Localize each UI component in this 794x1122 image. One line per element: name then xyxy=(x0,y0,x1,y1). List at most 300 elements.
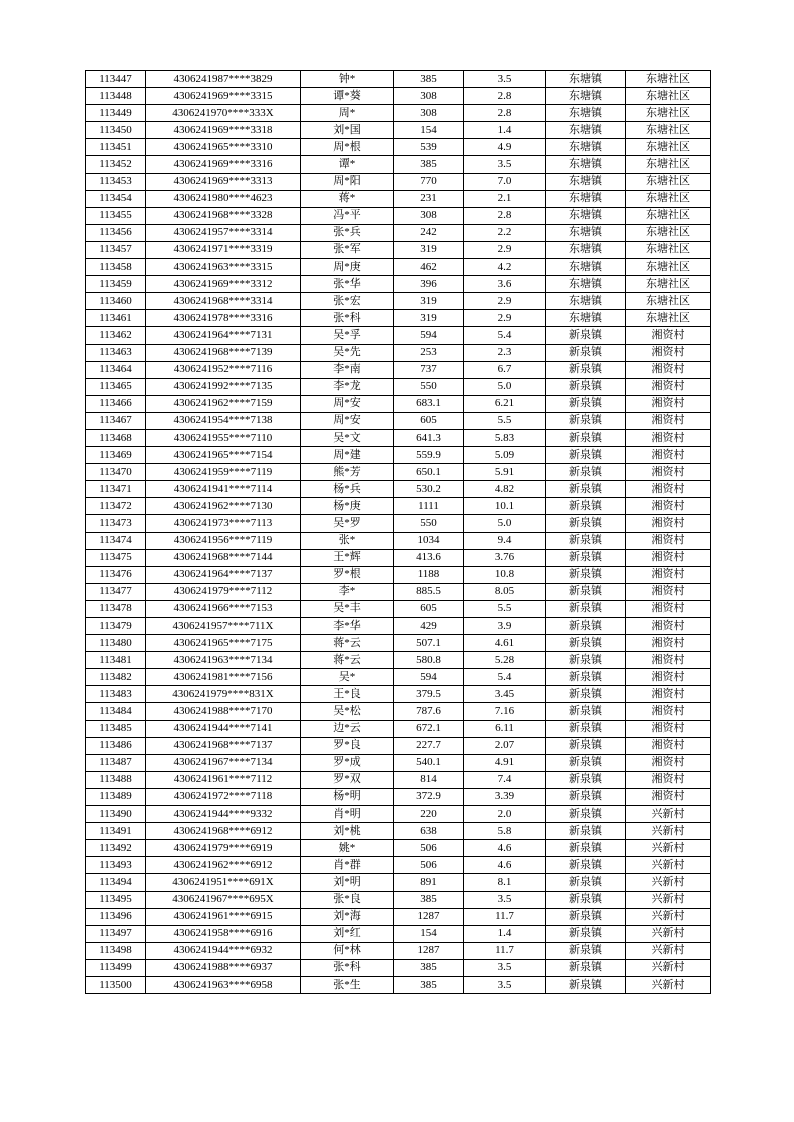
town-cell: 新泉镇 xyxy=(546,652,626,669)
masked-name-cell: 蒋*云 xyxy=(301,635,394,652)
masked-id-number-cell: 4306241951****691X xyxy=(146,874,301,891)
village-or-community-cell: 兴新村 xyxy=(626,908,711,925)
amount-cell: 413.6 xyxy=(394,549,464,566)
rate-cell: 5.8 xyxy=(464,823,546,840)
town-cell: 新泉镇 xyxy=(546,959,626,976)
table-row xyxy=(86,669,711,686)
masked-id-number-cell: 4306241957****711X xyxy=(146,618,301,635)
village-or-community-cell: 湘资村 xyxy=(626,669,711,686)
masked-id-number-cell: 4306241981****7156 xyxy=(146,669,301,686)
serial-number-cell: 113461 xyxy=(86,310,146,327)
village-or-community-cell: 湘资村 xyxy=(626,720,711,737)
serial-number-cell: 113498 xyxy=(86,942,146,959)
table-row xyxy=(86,173,711,190)
masked-id-number-cell: 4306241965****3310 xyxy=(146,139,301,156)
amount-cell: 650.1 xyxy=(394,464,464,481)
table-row xyxy=(86,857,711,874)
table-row xyxy=(86,635,711,652)
masked-id-number-cell: 4306241987****3829 xyxy=(146,71,301,88)
rate-cell: 3.76 xyxy=(464,549,546,566)
village-or-community-cell: 东塘社区 xyxy=(626,88,711,105)
rate-cell: 11.7 xyxy=(464,908,546,925)
town-cell: 东塘镇 xyxy=(546,276,626,293)
table-row xyxy=(86,976,711,993)
masked-name-cell: 吴*文 xyxy=(301,429,394,446)
masked-id-number-cell: 4306241944****6932 xyxy=(146,942,301,959)
amount-cell: 737 xyxy=(394,361,464,378)
table-row xyxy=(86,88,711,105)
masked-name-cell: 吴*先 xyxy=(301,344,394,361)
masked-id-number-cell: 4306241952****7116 xyxy=(146,361,301,378)
town-cell: 新泉镇 xyxy=(546,925,626,942)
amount-cell: 253 xyxy=(394,344,464,361)
amount-cell: 319 xyxy=(394,241,464,258)
town-cell: 东塘镇 xyxy=(546,173,626,190)
rate-cell: 4.82 xyxy=(464,481,546,498)
amount-cell: 429 xyxy=(394,618,464,635)
rate-cell: 4.9 xyxy=(464,139,546,156)
masked-id-number-cell: 4306241954****7138 xyxy=(146,412,301,429)
masked-name-cell: 刘*红 xyxy=(301,925,394,942)
masked-id-number-cell: 4306241965****7154 xyxy=(146,447,301,464)
town-cell: 新泉镇 xyxy=(546,703,626,720)
amount-cell: 220 xyxy=(394,806,464,823)
masked-name-cell: 周* xyxy=(301,105,394,122)
masked-name-cell: 吴*孚 xyxy=(301,327,394,344)
table-row xyxy=(86,429,711,446)
village-or-community-cell: 湘资村 xyxy=(626,412,711,429)
serial-number-cell: 113468 xyxy=(86,429,146,446)
village-or-community-cell: 湘资村 xyxy=(626,378,711,395)
amount-cell: 550 xyxy=(394,378,464,395)
rate-cell: 5.91 xyxy=(464,464,546,481)
masked-name-cell: 张*华 xyxy=(301,276,394,293)
town-cell: 新泉镇 xyxy=(546,429,626,446)
town-cell: 新泉镇 xyxy=(546,464,626,481)
serial-number-cell: 113463 xyxy=(86,344,146,361)
masked-id-number-cell: 4306241967****695X xyxy=(146,891,301,908)
rate-cell: 4.6 xyxy=(464,840,546,857)
rate-cell: 2.2 xyxy=(464,224,546,241)
town-cell: 新泉镇 xyxy=(546,566,626,583)
town-cell: 东塘镇 xyxy=(546,241,626,258)
table-row xyxy=(86,959,711,976)
amount-cell: 308 xyxy=(394,105,464,122)
masked-name-cell: 李*华 xyxy=(301,618,394,635)
masked-id-number-cell: 4306241973****7113 xyxy=(146,515,301,532)
masked-name-cell: 罗*双 xyxy=(301,771,394,788)
table-row xyxy=(86,686,711,703)
masked-name-cell: 熊*芳 xyxy=(301,464,394,481)
masked-id-number-cell: 4306241979****7112 xyxy=(146,583,301,600)
town-cell: 新泉镇 xyxy=(546,549,626,566)
village-or-community-cell: 东塘社区 xyxy=(626,71,711,88)
masked-id-number-cell: 4306241959****7119 xyxy=(146,464,301,481)
rate-cell: 3.39 xyxy=(464,788,546,805)
masked-id-number-cell: 4306241972****7118 xyxy=(146,788,301,805)
masked-id-number-cell: 4306241992****7135 xyxy=(146,378,301,395)
rate-cell: 3.6 xyxy=(464,276,546,293)
table-row xyxy=(86,908,711,925)
serial-number-cell: 113449 xyxy=(86,105,146,122)
serial-number-cell: 113454 xyxy=(86,190,146,207)
table-row xyxy=(86,156,711,173)
table-row xyxy=(86,276,711,293)
town-cell: 新泉镇 xyxy=(546,327,626,344)
serial-number-cell: 113483 xyxy=(86,686,146,703)
masked-name-cell: 李*南 xyxy=(301,361,394,378)
town-cell: 新泉镇 xyxy=(546,686,626,703)
town-cell: 新泉镇 xyxy=(546,515,626,532)
amount-cell: 1287 xyxy=(394,908,464,925)
village-or-community-cell: 湘资村 xyxy=(626,344,711,361)
amount-cell: 154 xyxy=(394,122,464,139)
amount-cell: 319 xyxy=(394,293,464,310)
amount-cell: 319 xyxy=(394,310,464,327)
rate-cell: 3.5 xyxy=(464,156,546,173)
town-cell: 东塘镇 xyxy=(546,88,626,105)
masked-id-number-cell: 4306241963****6958 xyxy=(146,976,301,993)
masked-name-cell: 蒋* xyxy=(301,190,394,207)
serial-number-cell: 113490 xyxy=(86,806,146,823)
masked-name-cell: 肖*明 xyxy=(301,806,394,823)
town-cell: 新泉镇 xyxy=(546,823,626,840)
serial-number-cell: 113459 xyxy=(86,276,146,293)
serial-number-cell: 113496 xyxy=(86,908,146,925)
rate-cell: 3.45 xyxy=(464,686,546,703)
town-cell: 新泉镇 xyxy=(546,532,626,549)
rate-cell: 1.4 xyxy=(464,925,546,942)
serial-number-cell: 113488 xyxy=(86,771,146,788)
table-row xyxy=(86,241,711,258)
town-cell: 新泉镇 xyxy=(546,737,626,754)
village-or-community-cell: 兴新村 xyxy=(626,959,711,976)
town-cell: 新泉镇 xyxy=(546,788,626,805)
town-cell: 新泉镇 xyxy=(546,840,626,857)
town-cell: 新泉镇 xyxy=(546,806,626,823)
village-or-community-cell: 湘资村 xyxy=(626,447,711,464)
masked-name-cell: 张*宏 xyxy=(301,293,394,310)
village-or-community-cell: 兴新村 xyxy=(626,976,711,993)
village-or-community-cell: 东塘社区 xyxy=(626,190,711,207)
rate-cell: 9.4 xyxy=(464,532,546,549)
rate-cell: 3.9 xyxy=(464,618,546,635)
serial-number-cell: 113485 xyxy=(86,720,146,737)
table-row xyxy=(86,754,711,771)
amount-cell: 539 xyxy=(394,139,464,156)
masked-name-cell: 李* xyxy=(301,583,394,600)
amount-cell: 231 xyxy=(394,190,464,207)
masked-id-number-cell: 4306241965****7175 xyxy=(146,635,301,652)
serial-number-cell: 113466 xyxy=(86,395,146,412)
village-or-community-cell: 东塘社区 xyxy=(626,276,711,293)
rate-cell: 2.9 xyxy=(464,241,546,258)
amount-cell: 891 xyxy=(394,874,464,891)
table-row xyxy=(86,720,711,737)
serial-number-cell: 113474 xyxy=(86,532,146,549)
town-cell: 新泉镇 xyxy=(546,908,626,925)
masked-name-cell: 周*阳 xyxy=(301,173,394,190)
table-row xyxy=(86,224,711,241)
amount-cell: 227.7 xyxy=(394,737,464,754)
masked-name-cell: 王*辉 xyxy=(301,549,394,566)
rate-cell: 3.5 xyxy=(464,891,546,908)
table-row xyxy=(86,327,711,344)
masked-name-cell: 姚* xyxy=(301,840,394,857)
town-cell: 新泉镇 xyxy=(546,669,626,686)
serial-number-cell: 113462 xyxy=(86,327,146,344)
village-or-community-cell: 东塘社区 xyxy=(626,156,711,173)
rate-cell: 4.6 xyxy=(464,857,546,874)
masked-name-cell: 边*云 xyxy=(301,720,394,737)
rate-cell: 5.5 xyxy=(464,412,546,429)
table-row xyxy=(86,447,711,464)
amount-cell: 540.1 xyxy=(394,754,464,771)
masked-id-number-cell: 4306241961****6915 xyxy=(146,908,301,925)
masked-id-number-cell: 4306241969****3315 xyxy=(146,88,301,105)
masked-id-number-cell: 4306241957****3314 xyxy=(146,224,301,241)
amount-cell: 1111 xyxy=(394,498,464,515)
masked-name-cell: 罗*成 xyxy=(301,754,394,771)
masked-id-number-cell: 4306241956****7119 xyxy=(146,532,301,549)
table-row xyxy=(86,549,711,566)
town-cell: 新泉镇 xyxy=(546,891,626,908)
amount-cell: 385 xyxy=(394,976,464,993)
amount-cell: 385 xyxy=(394,156,464,173)
serial-number-cell: 113470 xyxy=(86,464,146,481)
town-cell: 新泉镇 xyxy=(546,635,626,652)
serial-number-cell: 113499 xyxy=(86,959,146,976)
serial-number-cell: 113450 xyxy=(86,122,146,139)
amount-cell: 580.8 xyxy=(394,652,464,669)
masked-id-number-cell: 4306241944****7141 xyxy=(146,720,301,737)
amount-cell: 372.9 xyxy=(394,788,464,805)
table-row xyxy=(86,464,711,481)
masked-name-cell: 周*安 xyxy=(301,395,394,412)
table-row xyxy=(86,806,711,823)
table-row xyxy=(86,737,711,754)
masked-name-cell: 罗*根 xyxy=(301,566,394,583)
rate-cell: 7.16 xyxy=(464,703,546,720)
serial-number-cell: 113476 xyxy=(86,566,146,583)
town-cell: 新泉镇 xyxy=(546,874,626,891)
rate-cell: 8.05 xyxy=(464,583,546,600)
serial-number-cell: 113484 xyxy=(86,703,146,720)
town-cell: 东塘镇 xyxy=(546,122,626,139)
masked-name-cell: 张*兵 xyxy=(301,224,394,241)
rate-cell: 5.4 xyxy=(464,669,546,686)
rate-cell: 4.2 xyxy=(464,259,546,276)
masked-name-cell: 杨*明 xyxy=(301,788,394,805)
village-or-community-cell: 东塘社区 xyxy=(626,224,711,241)
village-or-community-cell: 东塘社区 xyxy=(626,105,711,122)
town-cell: 东塘镇 xyxy=(546,190,626,207)
town-cell: 东塘镇 xyxy=(546,207,626,224)
table-row xyxy=(86,139,711,156)
village-or-community-cell: 东塘社区 xyxy=(626,310,711,327)
masked-name-cell: 周*根 xyxy=(301,139,394,156)
rate-cell: 5.83 xyxy=(464,429,546,446)
masked-id-number-cell: 4306241941****7114 xyxy=(146,481,301,498)
serial-number-cell: 113467 xyxy=(86,412,146,429)
town-cell: 新泉镇 xyxy=(546,720,626,737)
village-or-community-cell: 湘资村 xyxy=(626,583,711,600)
amount-cell: 605 xyxy=(394,600,464,617)
masked-name-cell: 张*军 xyxy=(301,241,394,258)
table-row xyxy=(86,874,711,891)
amount-cell: 594 xyxy=(394,327,464,344)
serial-number-cell: 113475 xyxy=(86,549,146,566)
amount-cell: 385 xyxy=(394,959,464,976)
serial-number-cell: 113473 xyxy=(86,515,146,532)
rate-cell: 2.0 xyxy=(464,806,546,823)
village-or-community-cell: 湘资村 xyxy=(626,652,711,669)
masked-id-number-cell: 4306241961****7112 xyxy=(146,771,301,788)
rate-cell: 5.28 xyxy=(464,652,546,669)
town-cell: 东塘镇 xyxy=(546,139,626,156)
masked-name-cell: 张*生 xyxy=(301,976,394,993)
village-or-community-cell: 兴新村 xyxy=(626,874,711,891)
masked-name-cell: 张* xyxy=(301,532,394,549)
town-cell: 新泉镇 xyxy=(546,771,626,788)
serial-number-cell: 113494 xyxy=(86,874,146,891)
table-row xyxy=(86,378,711,395)
masked-id-number-cell: 4306241968****3314 xyxy=(146,293,301,310)
masked-id-number-cell: 4306241964****7131 xyxy=(146,327,301,344)
masked-id-number-cell: 4306241963****3315 xyxy=(146,259,301,276)
town-cell: 东塘镇 xyxy=(546,259,626,276)
rate-cell: 6.21 xyxy=(464,395,546,412)
amount-cell: 683.1 xyxy=(394,395,464,412)
rate-cell: 4.61 xyxy=(464,635,546,652)
table-row xyxy=(86,532,711,549)
village-or-community-cell: 湘资村 xyxy=(626,600,711,617)
amount-cell: 605 xyxy=(394,412,464,429)
amount-cell: 506 xyxy=(394,857,464,874)
amount-cell: 506 xyxy=(394,840,464,857)
town-cell: 新泉镇 xyxy=(546,447,626,464)
serial-number-cell: 113465 xyxy=(86,378,146,395)
town-cell: 东塘镇 xyxy=(546,293,626,310)
village-or-community-cell: 湘资村 xyxy=(626,481,711,498)
masked-id-number-cell: 4306241966****7153 xyxy=(146,600,301,617)
table-row xyxy=(86,190,711,207)
table-row xyxy=(86,481,711,498)
masked-name-cell: 吴* xyxy=(301,669,394,686)
amount-cell: 1287 xyxy=(394,942,464,959)
amount-cell: 672.1 xyxy=(394,720,464,737)
village-or-community-cell: 湘资村 xyxy=(626,361,711,378)
town-cell: 东塘镇 xyxy=(546,156,626,173)
serial-number-cell: 113456 xyxy=(86,224,146,241)
rate-cell: 5.5 xyxy=(464,600,546,617)
masked-name-cell: 吴*罗 xyxy=(301,515,394,532)
amount-cell: 770 xyxy=(394,173,464,190)
village-or-community-cell: 湘资村 xyxy=(626,754,711,771)
resident-records-table xyxy=(85,70,711,994)
village-or-community-cell: 湘资村 xyxy=(626,771,711,788)
masked-id-number-cell: 4306241971****3319 xyxy=(146,241,301,258)
serial-number-cell: 113486 xyxy=(86,737,146,754)
serial-number-cell: 113497 xyxy=(86,925,146,942)
town-cell: 新泉镇 xyxy=(546,600,626,617)
table-row xyxy=(86,412,711,429)
amount-cell: 638 xyxy=(394,823,464,840)
rate-cell: 4.91 xyxy=(464,754,546,771)
masked-id-number-cell: 4306241969****3316 xyxy=(146,156,301,173)
town-cell: 新泉镇 xyxy=(546,344,626,361)
masked-name-cell: 吴*松 xyxy=(301,703,394,720)
table-row xyxy=(86,771,711,788)
amount-cell: 308 xyxy=(394,207,464,224)
amount-cell: 462 xyxy=(394,259,464,276)
town-cell: 新泉镇 xyxy=(546,498,626,515)
amount-cell: 641.3 xyxy=(394,429,464,446)
table-row xyxy=(86,652,711,669)
masked-name-cell: 张*良 xyxy=(301,891,394,908)
amount-cell: 530.2 xyxy=(394,481,464,498)
village-or-community-cell: 东塘社区 xyxy=(626,173,711,190)
rate-cell: 3.5 xyxy=(464,976,546,993)
amount-cell: 559.9 xyxy=(394,447,464,464)
village-or-community-cell: 湘资村 xyxy=(626,532,711,549)
village-or-community-cell: 东塘社区 xyxy=(626,207,711,224)
village-or-community-cell: 湘资村 xyxy=(626,515,711,532)
village-or-community-cell: 兴新村 xyxy=(626,823,711,840)
rate-cell: 2.3 xyxy=(464,344,546,361)
masked-name-cell: 杨*庚 xyxy=(301,498,394,515)
serial-number-cell: 113460 xyxy=(86,293,146,310)
serial-number-cell: 113469 xyxy=(86,447,146,464)
village-or-community-cell: 湘资村 xyxy=(626,429,711,446)
masked-name-cell: 张*科 xyxy=(301,959,394,976)
masked-name-cell: 刘*桃 xyxy=(301,823,394,840)
town-cell: 新泉镇 xyxy=(546,361,626,378)
town-cell: 新泉镇 xyxy=(546,618,626,635)
masked-name-cell: 何*林 xyxy=(301,942,394,959)
serial-number-cell: 113464 xyxy=(86,361,146,378)
masked-id-number-cell: 4306241944****9332 xyxy=(146,806,301,823)
table-row xyxy=(86,925,711,942)
amount-cell: 787.6 xyxy=(394,703,464,720)
table-row xyxy=(86,942,711,959)
rate-cell: 5.09 xyxy=(464,447,546,464)
masked-name-cell: 谭* xyxy=(301,156,394,173)
masked-id-number-cell: 4306241968****7139 xyxy=(146,344,301,361)
table-row xyxy=(86,583,711,600)
village-or-community-cell: 湘资村 xyxy=(626,498,711,515)
table-row xyxy=(86,122,711,139)
rate-cell: 2.1 xyxy=(464,190,546,207)
table-row xyxy=(86,259,711,276)
masked-id-number-cell: 4306241988****6937 xyxy=(146,959,301,976)
masked-id-number-cell: 4306241978****3316 xyxy=(146,310,301,327)
masked-name-cell: 刘*明 xyxy=(301,874,394,891)
town-cell: 新泉镇 xyxy=(546,412,626,429)
town-cell: 新泉镇 xyxy=(546,754,626,771)
masked-id-number-cell: 4306241988****7170 xyxy=(146,703,301,720)
masked-name-cell: 肖*群 xyxy=(301,857,394,874)
amount-cell: 154 xyxy=(394,925,464,942)
rate-cell: 5.4 xyxy=(464,327,546,344)
town-cell: 东塘镇 xyxy=(546,71,626,88)
rate-cell: 3.5 xyxy=(464,959,546,976)
village-or-community-cell: 东塘社区 xyxy=(626,122,711,139)
masked-id-number-cell: 4306241969****3312 xyxy=(146,276,301,293)
rate-cell: 10.8 xyxy=(464,566,546,583)
masked-name-cell: 李*龙 xyxy=(301,378,394,395)
village-or-community-cell: 湘资村 xyxy=(626,549,711,566)
